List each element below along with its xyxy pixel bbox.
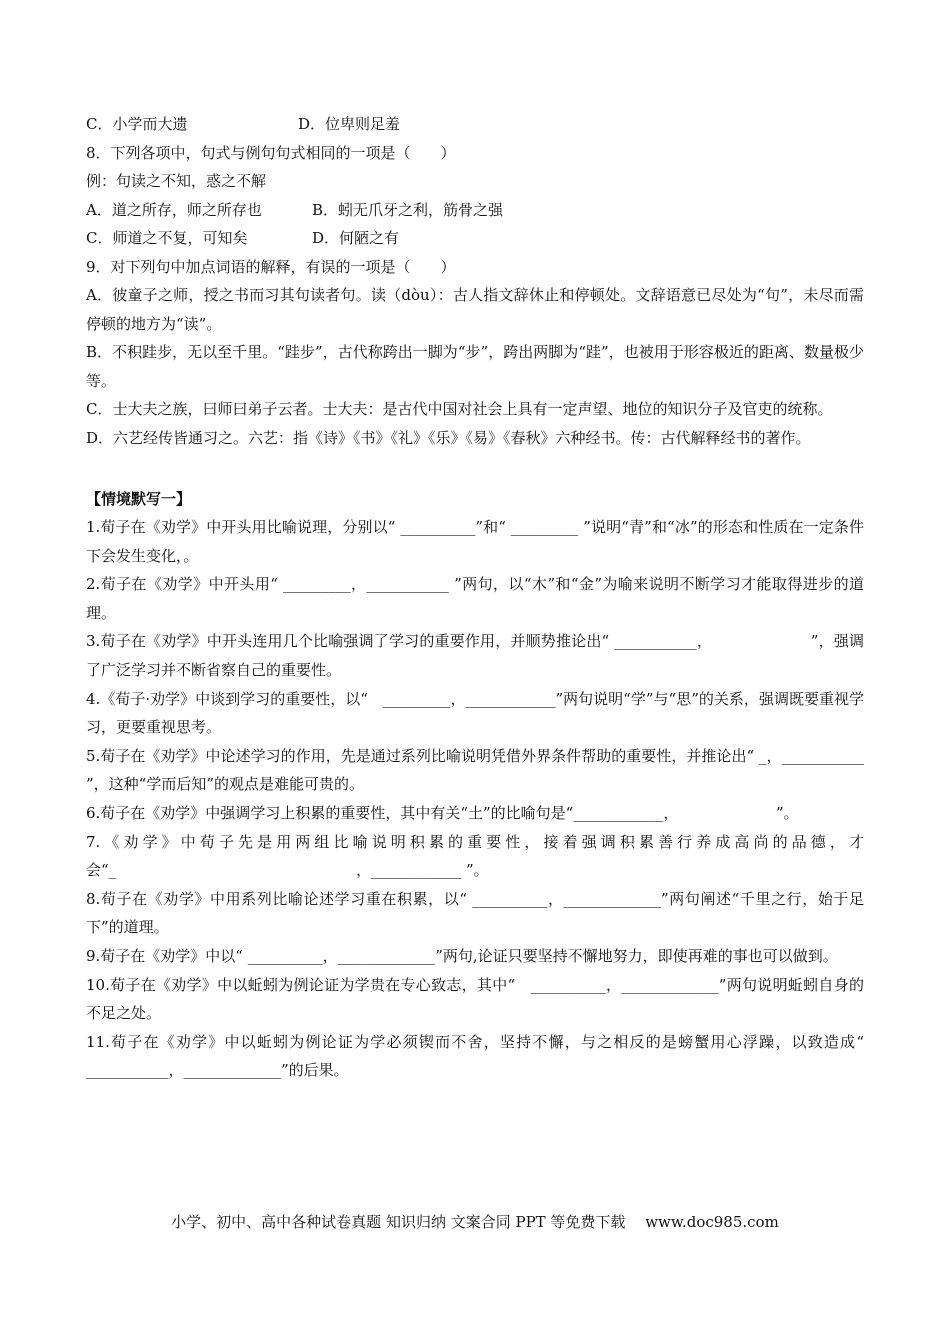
list-item: 9.荀子在《劝学》中以“ __________，_____________”两句,论证只要坚持不懈地努力，即使再难的事也可以做到。 — [86, 946, 838, 965]
option-a: A．道之所存，师之所存也 — [86, 200, 262, 219]
option-c: C．小学而大遗 — [86, 115, 188, 133]
question-9-option-d: D．六艺经传皆通习之。六艺：指《诗》《书》《礼》《乐》《易》《春秋》六种经书。传：古代解释经书的著作。 — [86, 428, 811, 447]
question-8-options-ab — [86, 196, 864, 225]
question-9-option-c: C．士大夫之族，曰师曰弟子云者。士大夫：是古代中国对社会上具有一定声望、地位的知识分子及官吏的统称。 — [86, 400, 833, 419]
list-item: 2.荀子在《劝学》中开头用“ _________，___________ ”两句，以“木”和“金”为喻来说明不断学习才能取得进步的道理。 — [86, 575, 864, 622]
list-item: 1.荀子在《劝学》中开头用比喻说理，分别以“ __________”和“ _________ ”说明“青”和“冰”的形态和性质在一定条件下会发生变化，。 — [86, 518, 864, 565]
list-item: 7.《劝学》中荀子先是用两组比喻说明积累的重要性，接着强调积累善行养成高尚的品德，才会“_ ，____________ ”。 — [86, 832, 864, 880]
question-8-example: 例：句读之不知，惑之不解 — [86, 172, 267, 190]
options-row-cd — [86, 110, 864, 139]
list-item: 8.荀子在《劝学》中用系列比喻论述学习重在积累，以“ __________，_____________”两句阐述“千里之行，始于足下”的道理。 — [86, 889, 864, 937]
question-9-stem: 9．对下列句中加点词语的解释，有误的一项是（ ） — [86, 257, 456, 276]
question-8-options-cd — [86, 224, 864, 253]
document-page — [86, 110, 864, 1085]
question-8-stem: 8．下列各项中，句式与例句句式相同的一项是（ ） — [86, 143, 456, 162]
list-item: 6.荀子在《劝学》中强调学习上积累的重要性，其中有关“土”的比喻句是“____________， ”。 — [86, 804, 799, 822]
list-item: 5.荀子在《劝学》中论述学习的作用，先是通过系列比喻说明凭借外界条件帮助的重要性，并推论出“ _，___________ ”，这种“学而后知”的观点是难能可贵的。 — [86, 746, 864, 794]
list-item: 4.《荀子·劝学》中谈到学习的重要性，以“ _________，____________”两句说明“学”与“思”的关系，强调既要重视学习，更要重视思考。 — [86, 689, 864, 737]
list-item: 3.荀子在《劝学》中开头连用几个比喻强调了学习的重要作用，并顺势推论出“ ___________， ”，强调了广泛学习并不断省察自己的重要性。 — [86, 632, 864, 680]
option-d: D．位卑则足羞 — [298, 115, 401, 133]
list-item: 11.荀子在《劝学》中以蚯蚓为例论证为学必须锲而不舍，坚持不懈，与之相反的是螃蟹用心浮躁，以致造成“ ___________，_____________”的后果。 — [86, 1032, 864, 1080]
option-c: C．师道之不复，可知矣 — [86, 229, 248, 247]
option-b: B．蚓无爪牙之利，筋骨之强 — [312, 200, 504, 219]
list-item: 10.荀子在《劝学》中以蚯蚓为例论证为学贵在专心致志，其中“ __________，_____________”两句说明蚯蚓自身的不足之处。 — [86, 975, 864, 1023]
page-footer: 小学、初中、高中各种试卷真题 知识归纳 文案合同 PPT 等免费下载 www.doc985.com — [171, 1213, 779, 1231]
question-9-option-a: A．彼童子之师，授之书而习其句读者句。读（dòu）：古人指文辞休止和停顿处。文辞语意已尽处为“句”，未尽而需停顿的地方为“读”。 — [86, 286, 864, 333]
section-title: 【情境默写一】 — [86, 489, 192, 508]
question-9-option-b: B．不积跬步，无以至千里。“跬步”，古代称跨出一脚为“步”，跨出两脚为“跬”，也被用于形容极近的距离、数量极少等。 — [86, 343, 864, 390]
section-gap — [86, 453, 864, 481]
option-d: D．何陋之有 — [312, 229, 400, 247]
